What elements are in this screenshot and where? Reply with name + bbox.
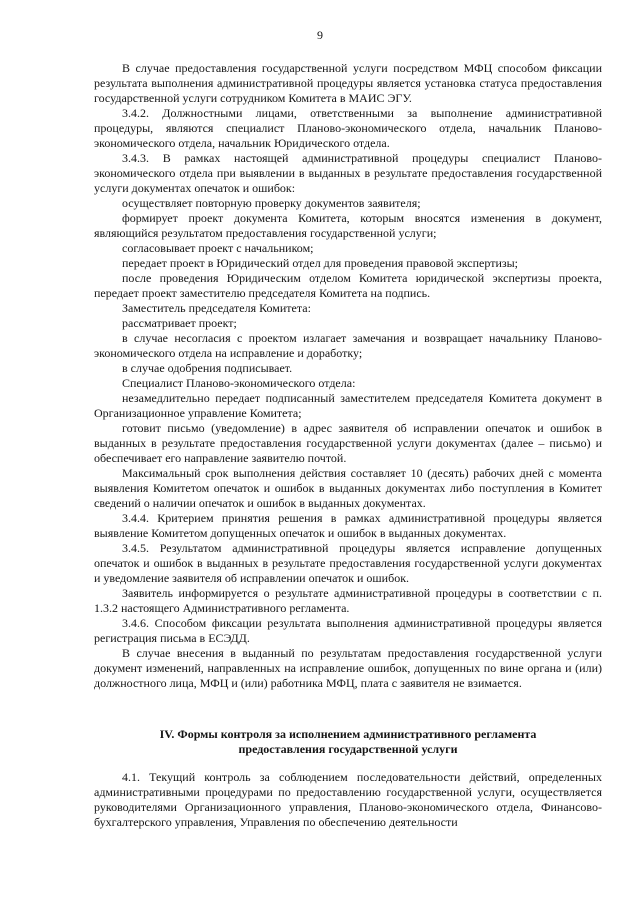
- section-4-heading-line1: IV. Формы контроля за исполнением административного регламента: [159, 727, 537, 741]
- section-4-heading: [94, 727, 602, 757]
- paragraph-mfc-fixation: В случае предоставления государственной услуги посредством МФЦ способом фиксации результата выполнения административной процедуры является установка статуса предоставления государственной услуги сотрудником Комитета в МАИС ЭГУ.: [94, 61, 602, 105]
- list-item: готовит письмо (уведомление) в адрес заявителя об исправлении опечаток и ошибок в выданных в результате предоставления государственной услуги документах (далее – письмо) и обеспечивает его направление заявителю почтой.: [94, 421, 602, 465]
- list-item: в случае одобрения подписывает.: [122, 361, 293, 375]
- paragraph-no-fee: В случае внесения в выданный по результатам предоставления государственной услуги документ изменений, направленных на исправление ошибок, допущенных по вине органа и (или) должностного лица, МФЦ и (или) работника МФЦ, плата с заявителя не взимается.: [94, 646, 602, 690]
- list-item: согласовывает проект с начальником;: [122, 241, 314, 255]
- section-4-body: [94, 770, 602, 830]
- paragraph-3-4-6: 3.4.6. Способом фиксации результата выполнения административной процедуры является регистрация письма в ЕСЭДД.: [94, 616, 602, 645]
- paragraph-4-1: 4.1. Текущий контроль за соблюдением последовательности действий, определенных административными процедурами по предоставлению государственной услуги, осуществляется руководителями Организационного управления, Планово-экономического отдела, Финансово-бухгалтерского управления, Управления по обеспечению деятельности: [94, 770, 602, 829]
- paragraph-3-4-3: 3.4.3. В рамках настоящей административной процедуры специалист Планово-экономического отдела при выявлении в выданных в результате предоставления государственной услуги документах опечаток и ошибок:: [94, 151, 602, 195]
- paragraph-max-term: Максимальный срок выполнения действия составляет 10 (десять) рабочих дней с момента выявления Комитетом опечаток и ошибок в выданных документах либо поступления в Комитет сведений о наличии опечаток и ошибок в выданных документах.: [94, 466, 602, 510]
- paragraph-applicant-informed: Заявитель информируется о результате административной процедуры в соответствии с п. 1.3.2 настоящего Административного регламента.: [94, 586, 602, 615]
- paragraph-specialist: Специалист Планово-экономического отдела:: [122, 376, 356, 390]
- paragraph-3-4-5: 3.4.5. Результатом административной процедуры является исправление допущенных опечаток и ошибок в выданных в результате предоставления государственной услуги документах и уведомление заявителя об исправлении опечаток и ошибок.: [94, 541, 602, 585]
- list-item: в случае несогласия с проектом излагает замечания и возвращает начальнику Планово-экономического отдела на исправление и доработку;: [94, 331, 602, 360]
- paragraph-3-4-2: 3.4.2. Должностными лицами, ответственными за выполнение административной процедуры, являются специалист Планово-экономического отдела, начальник Планово-экономического отдела, начальник Юридического отдела.: [94, 106, 602, 150]
- section-4-heading-line2: предоставления государственной услуги: [238, 742, 458, 756]
- list-item: осуществляет повторную проверку документов заявителя;: [122, 196, 421, 210]
- list-item: рассматривает проект;: [122, 316, 237, 330]
- paragraph-deputy-chairman: Заместитель председателя Комитета:: [122, 301, 311, 315]
- section-3-body: [94, 61, 602, 691]
- paragraph-3-4-4: 3.4.4. Критерием принятия решения в рамках административной процедуры является выявление Комитетом допущенных опечаток и ошибок в выданных документах.: [94, 511, 602, 540]
- list-item: после проведения Юридическим отделом Комитета юридической экспертизы проекта, передает проект заместителю председателя Комитета на подпись.: [94, 271, 602, 300]
- list-item: формирует проект документа Комитета, которым вносятся изменения в документ, являющийся результатом предоставления государственной услуги;: [94, 211, 602, 240]
- list-item: незамедлительно передает подписанный заместителем председателя Комитета документ в Организационное управление Комитета;: [94, 391, 602, 420]
- page-number: 9: [317, 28, 323, 42]
- list-item: передает проект в Юридический отдел для проведения правовой экспертизы;: [122, 256, 519, 270]
